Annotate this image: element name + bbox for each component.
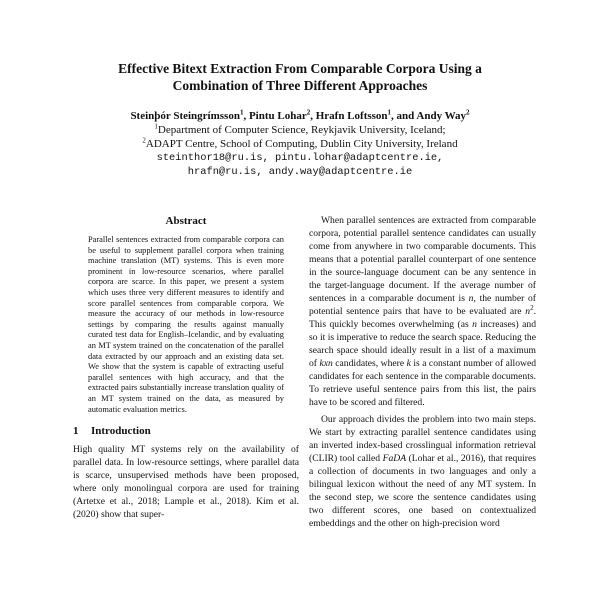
affiliation-1 [0, 123, 600, 137]
affiliation-1-text: Department of Computer Science, Reykjavik University, Iceland; [157, 124, 446, 136]
left-column [73, 214, 299, 521]
paragraph-approach [309, 413, 536, 530]
affiliation-2 [0, 137, 600, 151]
text-run: Our approach divides the problem into two main steps. We start by extracting parallel sentence candidates using an inverted index-based crosslingual information retrieval (CLIR) tool called [309, 414, 536, 464]
affiliation-2-text: ADAPT Centre, School of Computing, Dublin City University, Ireland [145, 138, 458, 150]
math-kxn: kxn [319, 358, 333, 369]
abstract-text: Parallel sentences extracted from comparable corpora can be useful to supplement parallel corpora when training machine translation (MT) systems. This is even more prominent in low-resource scenarios, where parallel corpora are scarce. In this paper, we present a system which uses three very different measures to identify and score parallel sentences from comparable corpora. We measure the accuracy of our methods in low-resource settings by comparing the results against manually curated test data for English–Icelandic, and by evaluating an MT system trained on the concatenation of the parallel data extracted by our approach and an existing data set. We show that the system is capable of extracting useful parallel sentences with high accuracy, and that the extracted pairs substantially increase translation quality of an MT system trained on the data, as measured by automatic evaluation metrics. [88, 235, 284, 414]
author-1-sup: 1 [239, 108, 244, 117]
math-k: k [406, 358, 411, 369]
math-n: n [525, 306, 531, 317]
text-run: increases) and so it is imperative to reduce the search space. Reducing the search space should ideally result in a list of a maximum of [309, 319, 536, 369]
math-exponent: 2 [530, 303, 534, 312]
title-line-2: Combination of Three Different Approaches [172, 78, 428, 93]
section-heading-introduction [73, 424, 299, 438]
author-2-sup: 2 [306, 108, 311, 117]
text-run: . This quickly becomes overwhelming (as [309, 306, 536, 330]
author-3-sup: 1 [387, 108, 392, 117]
author-1: Steinþór Steingrímsson [130, 110, 240, 122]
math-n: n [472, 319, 477, 330]
math-n: n [468, 293, 474, 304]
abstract-body [88, 235, 284, 415]
text-run: (Lohar et al., 2016), that requires a collection of documents in two languages and only a bilingual lexicon without the need of any MT system. In the second step, we score the sentence candidates using two different scores, one based on contextualized embeddings and the other on high-precision word [309, 453, 536, 529]
paragraph-search-space [309, 214, 536, 409]
author-2: Pintu Lohar [248, 110, 307, 122]
affiliation-1-sup: 1 [154, 122, 158, 131]
section-title: Introduction [91, 425, 151, 438]
author-4: and Andy Way [396, 110, 467, 122]
section-number: 1 [73, 425, 79, 438]
paper-title [0, 60, 600, 94]
introduction-paragraph: High quality MT systems rely on the availability of parallel data. In low-resource settings, where parallel data is scarce, unsupervised methods have been proposed, where only monolingual corpora are used for training (Artetxe et al., 2018; Lample et al., 2018). Kim et al. (2020) show that super- [73, 444, 299, 521]
author-4-sup: 2 [466, 108, 470, 117]
email-line-1: steinthor18@ru.is, pintu.lohar@adaptcentre.ie, [156, 152, 444, 164]
affiliation-2-sup: 2 [142, 136, 146, 145]
author-3: Hrafn Loftsson [315, 110, 388, 122]
text-run: is a constant number of allowed candidates for each sentence in the comparable documents. To retrieve useful sentence pairs from this list, the pairs have to be scored and filtered. [309, 358, 537, 408]
abstract-heading: Abstract [165, 215, 207, 227]
text-run: When parallel sentences are extracted from comparable corpora, potential parallel sentence candidates can usually come from anywhere in two comparable documents. This means that a potential parallel counterpart of one sentence in the source-language document can be any sentence in the target-language document. If the average number of sentences in a comparable document is [309, 215, 536, 304]
tool-name-fada: FaDA [382, 453, 407, 464]
author-names: Steinþór Steingrímsson$^1$, Pintu Lohar$^2$, Hrafn Loftsson$^1$, and Andy Way$^2$ [130, 108, 470, 122]
right-column [309, 214, 536, 530]
text-run: , the number of potential sentence pairs that have to be evaluated are [309, 293, 536, 317]
text-run: candidates, where [332, 358, 407, 369]
title-line-1: Effective Bitext Extraction From Comparable Corpora Using a [118, 61, 482, 76]
email-line-2: hrafn@ru.is, andy.way@adaptcentre.ie [187, 166, 413, 178]
author-block [0, 109, 600, 179]
